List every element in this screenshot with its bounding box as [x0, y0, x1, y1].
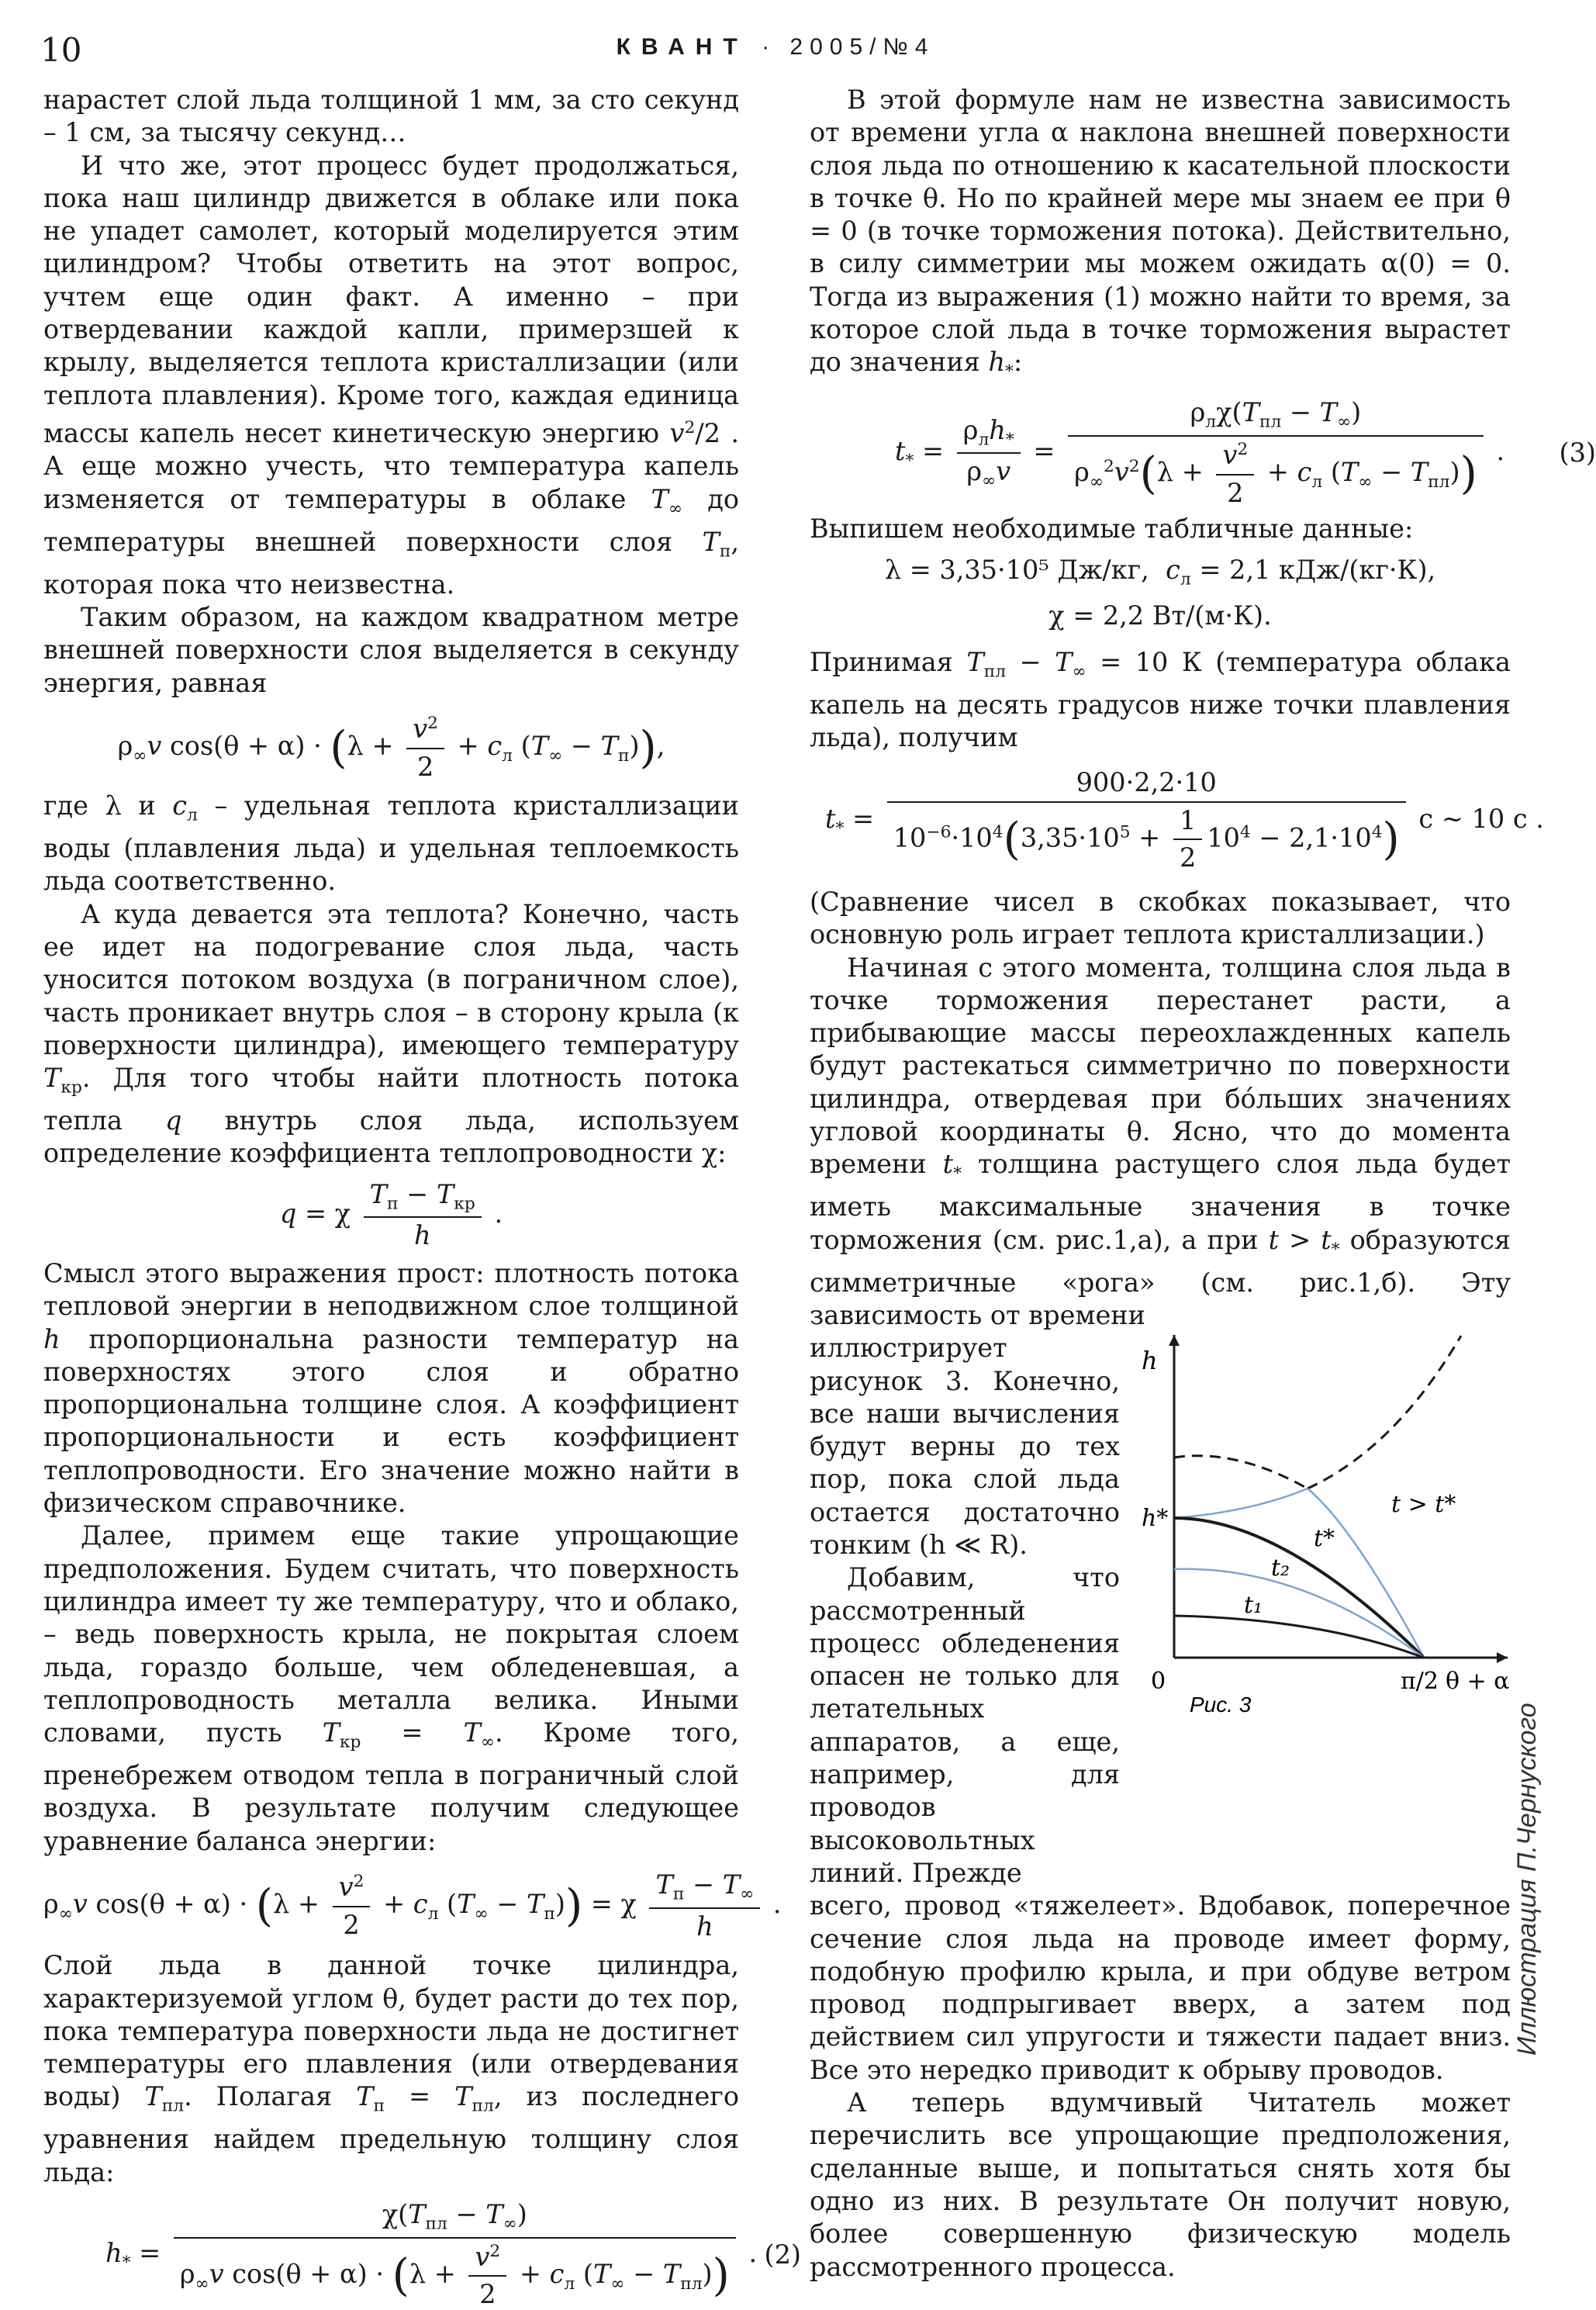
h-star-label: h*	[1142, 1505, 1169, 1533]
text: Слой льда в данной точке цилиндра, характеризуемой углом θ, будет расти до тех пор, пока температура поверхности льда не достигнет температуры его плавления (или отвердевания воды)	[43, 1950, 739, 2112]
journal-name: КВАНТ	[616, 34, 748, 60]
text: . Тогда из выражения (1) можно найти то время, за которое слой льда в точке торможения вырастет до значения	[810, 248, 1511, 378]
paragraph: всего, провод «тяжелеет». Вдобавок, поперечное сечение слоя льда на проводе имеет форму, подобную профилю крыла, и при обдуве ветром провод подпрыгивает вверх, а затем под действием сил упругости и тяжести падает вниз. Все это нередко приводит к обрыву проводов.	[810, 1890, 1511, 2085]
text: . Полагая	[184, 2081, 333, 2112]
text: Далее, примем еще такие упрощающие предположения. Будем считать, что поверхность цилиндра имеет ту же температуру, что и облако, – ведь поверхность крыла, не покрытая слоем льда, гораздо больше, чем обледеневшая, а теплопроводность металла велика. Иными словами, пусть	[43, 1520, 739, 1748]
text: 900·2,2·10	[887, 768, 1406, 803]
text: где λ и	[43, 790, 156, 821]
table-data-2: χ = 2,2 Вт/(м·К).	[1048, 600, 1272, 631]
paragraph: Слой льда в данной точке цилиндра, характеризуемой углом θ, будет расти до тех пор, пока температура поверхности льда не достигнет температуры его плавления (или отвердевания воды) $T_{пл}$. Полагая $T_п = T_{пл}$, из последнего уравнения найдем предельную толщину слоя льда:	[43, 1950, 739, 2187]
text: . А еще можно учесть, что температура капель изменяется от температуры в облаке	[43, 418, 740, 514]
paragraph: Таким образом, на каждом квадратном метре внешней поверхности слоя выделяется в секунду энергия, равная	[43, 601, 739, 698]
page-number: 10	[40, 31, 82, 69]
equation-heat-flux: q = χ $\frac{T_п - T_{кр}}{h}$ .	[279, 1178, 503, 1251]
text: – удельная теплота кристаллизации воды (плавления льда) и удельная теплоемкость льда соответственно.	[43, 790, 739, 897]
paragraph: Далее, примем еще такие упрощающие предположения. Будем считать, что поверхность цилиндра имеет ту же температуру, что и облако, – ведь поверхность крыла, не покрытая слоем льда, гораздо больше, чем обледеневшая, а теплопроводность металла велика. Иными словами, пусть $T_{кр} = T_\infty$. Кроме того, пренебрежем отводом тепла в пограничный слой воздуха. В результате получим следующее уравнение баланса энергии:	[43, 1520, 739, 1856]
paragraph: Смысл этого выражения прост: плотность потока тепловой энергии в неподвижном слое толщиной h пропорциональна разности температур на поверхностях этого слоя и обратно пропорциональна толщине слоя. А коэффициент пропорциональности и есть коэффициент теплопроводности. Его значение можно найти в физическом справочнике.	[43, 1257, 739, 1519]
text: Принимая	[810, 646, 953, 677]
text: Смысл этого выражения прост: плотность потока тепловой энергии в неподвижном слое толщиной	[43, 1257, 739, 1322]
text: = 2,1 кДж/(кг·К),	[1199, 554, 1436, 585]
equation-2: $h_*$ = $\chi(T_{пл} - T_\infty)$ $\rho_\infty v$ cos(θ + α) · (λ + $\frac{v^2}{2}$ + $c_л$ $(T_\infty - T_{пл})$) . (2)	[105, 2199, 801, 2310]
equation-number: (3)	[1559, 437, 1596, 469]
dashed-curve-max	[1174, 1456, 1308, 1489]
text: толщина растущего слоя льда будет иметь максимальные значения в точке торможения (см. рис.1,а), а при	[810, 1149, 1511, 1255]
dashed-curve-horns	[1308, 1336, 1461, 1489]
text: , из последнего уравнения найдем предельную толщину слоя льда:	[43, 2081, 739, 2187]
text: В этой формуле нам не известна зависимость от времени угла α наклона внешней поверхности слоя льда по отношению к касательной плоскости в точке θ. Но по крайней мере мы знаем ее при	[810, 85, 1511, 213]
issue-number: · 2005/№4	[762, 34, 935, 60]
paragraph: Начиная с этого момента, толщина слоя льда в точке торможения перестанет расти, а прибывающие массы переохлажденных капель будут растекаться симметрично по поверхности цилиндра, отвердевая при бóльших значениях угловой координаты θ. Ясно, что до момента времени $t_*$ толщина растущего слоя льда будет иметь максимальные значения в точке торможения (см. рис.1,а), а при $t > t_*$ образуются симметричные «рога» (см. рис.1,б). Эту зависимость от времени	[810, 952, 1511, 1330]
text: внутрь слоя льда, используем определение коэффициента теплопроводности χ:	[43, 1105, 739, 1169]
text: λ = 3,35·10⁵ Дж/кг,	[884, 554, 1149, 585]
text: . Для того чтобы найти плотность потока тепла	[43, 1063, 739, 1136]
text: . Кроме того, пренебрежем отводом тепла в пограничный слой воздуха. В результате получим следующее уравнение баланса энергии:	[43, 1717, 739, 1856]
curve-label-t-greater: t > t*	[1391, 1491, 1456, 1519]
text: И что же, этот процесс будет продолжаться, пока наш цилиндр движется в облаке или пока не упадет самолет, который моделируется этим цилиндром? Чтобы ответить на этот вопрос, учтем еще один факт. А именно – при отвердевании каждой капли, примерзшей к крылу, выделяется теплота кристаллизации (или теплота плавления). Кроме того, каждая единица массы капель несет кинетическую энергию	[43, 150, 739, 449]
paragraph: нарастет слой льда толщиной 1 мм, за сто секунд – 1 см, за тысячу секунд…	[43, 85, 739, 148]
curve-t-star	[1174, 1518, 1424, 1658]
equation-energy: $\rho_\infty v$ cos(θ + α) · (λ + $\frac{v^2}{2}$ + $c_л$ $(T_\infty - T_п)$),	[117, 713, 665, 782]
text: образуются симметричные «рога» (см. рис.1,б). Эту зависимость от времени	[810, 1224, 1511, 1330]
figure-caption: Рис. 3	[1190, 1693, 1252, 1717]
figure-3	[1135, 1332, 1511, 1890]
equation-3: $t_*$ = $\frac{\rho_лh_*}{\rho_\infty v}$ = $\rho_л\chi(T_{пл} - T_\infty)$ $\rho_\infty^2v^2(\lambda$ + $\frac{v^2}{2}$ + $c_л$ $(T_\infty - T_{пл})$) . (3)	[895, 397, 1596, 508]
figure-wrap	[810, 1332, 1511, 1890]
text: (в точке торможения потока). Действительно, в силу симметрии мы можем ожидать	[810, 216, 1511, 279]
paragraph: Принимая $T_{пл} - T_\infty = 10$ К (температура облака капель на десять градусов ниже точки плавления льда), получим	[810, 646, 1511, 753]
curve-label-t-star: t*	[1314, 1525, 1335, 1553]
paragraph: Выпишем необходимые табличные данные:	[810, 514, 1414, 545]
figure-plot	[1135, 1332, 1511, 1717]
paragraph: иллюстрирует рисунок 3. Конечно, все наши вычисления будут верны до тех пор, пока слой льда остается достаточно тонким (h ≪ R).	[810, 1333, 1120, 1560]
paragraph: где λ и $c_л$ – удельная теплота кристаллизации воды (плавления льда) и удельная теплоемкость льда соответственно.	[43, 790, 739, 897]
paragraph: И что же, этот процесс будет продолжаться, пока наш цилиндр движется в облаке или пока не упадет самолет, который моделируется этим цилиндром? Чтобы ответить на этот вопрос, учтем еще один факт. А именно – при отвердевании каждой капли, примерзшей к крылу, выделяется теплота кристаллизации (или теплота плавления). Кроме того, каждая единица массы капель несет кинетическую энергию $v^2/2$ . А еще можно учесть, что температура капель изменяется от температуры в облаке $T_\infty$ до температуры внешней поверхности слоя $T_п$, которая пока что неизвестна.	[43, 150, 740, 600]
paragraph: (Сравнение чисел в скобках показывает, что основную роль играет теплота кристаллизации.)	[810, 886, 1511, 950]
paragraph: А куда девается эта теплота? Конечно, часть ее идет на подогревание слоя льда, часть уносится потоком воздуха (в пограничном слое), часть проникает внутрь слоя – в сторону крыла (к поверхности цилиндра), имеющего температуру $T_{кр}$. Для того чтобы найти плотность потока тепла q внутрь слоя льда, используем определение коэффициента теплопроводности χ:	[43, 898, 739, 1169]
curve-t-greater	[1174, 1489, 1308, 1518]
curve-label-t1: t₁	[1244, 1592, 1263, 1620]
curve-label-t2: t₂	[1271, 1554, 1290, 1582]
text: с ~ 10 с .	[1418, 804, 1544, 835]
text: Начиная с этого момента, толщина слоя льда в точке торможения перестанет расти, а прибывающие массы переохлажденных капель будут растекаться симметрично по поверхности цилиндра, отвердевая при бóльших значениях угловой координаты θ. Ясно, что до момента времени	[810, 952, 1511, 1180]
equation-balance: $\rho_\infty v$ cos(θ + α) · (λ + $\frac{v^2}{2}$ + $c_л$ $(T_\infty - T_п)) = \chi$ $\frac{T_п - T_\infty}{h}$ .	[43, 1869, 782, 1942]
origin-label: 0	[1151, 1668, 1166, 1696]
text: до температуры внешней поверхности слоя	[43, 483, 740, 557]
paragraph: Добавим, что рассмотренный процесс обледенения опасен не только для летательных аппаратов, а еще, например, для проводов высоковольтных линий. Прежде	[810, 1562, 1120, 1888]
x-axis-label: θ + α	[1446, 1668, 1510, 1696]
wrapped-text	[810, 1332, 1120, 1890]
text: , которая пока что неизвестна.	[43, 526, 740, 600]
text: А куда девается эта теплота? Конечно, часть ее идет на подогревание слоя льда, часть уносится потоком воздуха (в пограничном слое), часть проникает внутрь слоя – в сторону крыла (к поверхности цилиндра), имеющего температуру	[43, 898, 739, 1060]
paragraph: В этой формуле нам не известна зависимость от времени угла α наклона внешней поверхности слоя льда по отношению к касательной плоскости в точке θ. Но по крайней мере мы знаем ее при θ = 0 (в точке торможения потока). Действительно, в силу симметрии мы можем ожидать α(0) = 0. Тогда из выражения (1) можно найти то время, за которое слой льда в точке торможения вырастет до значения $h_*$:	[810, 85, 1511, 382]
equation-number: (2)	[764, 2239, 801, 2270]
x-tick-label: π/2	[1401, 1668, 1439, 1696]
x-axis-arrow	[1497, 1652, 1508, 1663]
left-column	[43, 84, 801, 2310]
illustration-credit: Иллюстрация П.Чернуского	[1512, 1703, 1542, 2056]
text: (температура облака капель на десять градусов ниже точки плавления льда), получим	[810, 646, 1511, 753]
running-header	[0, 34, 1551, 61]
equation-numeric: $t_*$ = 900·2,2·10 $10^{-6}\cdot 10^4(3,35\cdot 10^5$ + $\frac{1}{2}$ $10^4 - 2,1\cdot 10^4$) с ~ 10 с .	[825, 767, 1544, 873]
table-data-1: λ = 3,35·10⁵ Дж/кг, $c_л = 2,1$ кДж/(кг·К),	[884, 554, 1436, 590]
y-axis-arrow	[1169, 1335, 1180, 1346]
paragraph: А теперь вдумчивый Читатель может перечислить все упрощающие предположения, сделанные выше, и попытаться снять хотя бы одно из них. В результате Он получит новую, более совершенную физическую модель рассмотренного процесса.	[810, 2087, 1511, 2282]
text: пропорциональна разности температур на поверхностях этого слоя и обратно пропорциональна толщине слоя. А коэффициент пропорциональности и есть коэффициент теплопроводности. Его значение можно найти в физическом справочнике.	[43, 1323, 739, 1519]
y-axis-label: h	[1142, 1346, 1158, 1376]
